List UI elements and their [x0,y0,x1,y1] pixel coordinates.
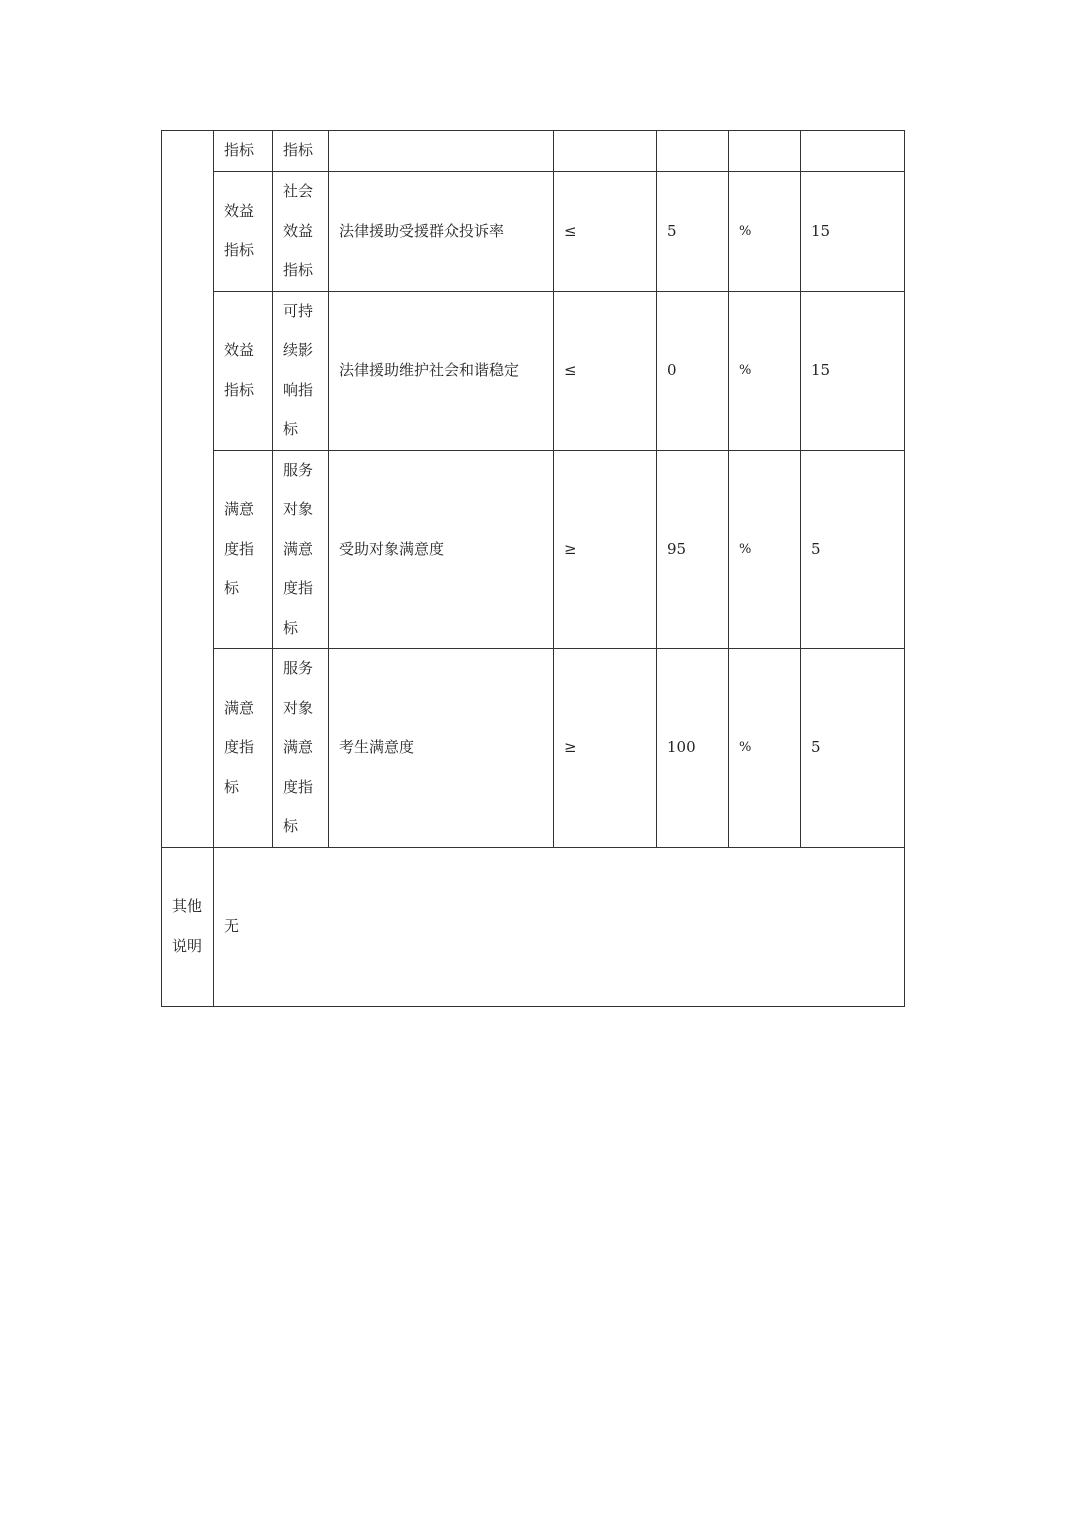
weight-cell: 5 [801,649,905,848]
weight-cell [801,131,905,172]
weight-cell: 5 [801,450,905,649]
operator-cell: ≤ [554,172,657,292]
table-row [162,649,905,848]
other-notes-row [162,847,905,1006]
table-row [162,291,905,450]
level2-indicator-cell: 服务对象满意度指标 [273,450,329,649]
level1-indicator-cell: 指标 [214,131,273,172]
unit-cell: % [729,291,801,450]
indicator-name-cell [329,131,554,172]
level2-indicator-cell: 可持续影响指标 [273,291,329,450]
target-value-cell [657,131,729,172]
table-row-continuation [162,131,905,172]
table-row [162,172,905,292]
level2-indicator-cell: 指标 [273,131,329,172]
level1-indicator-cell: 满意度指标 [214,649,273,848]
section-cell-empty [162,131,214,848]
target-value-cell: 0 [657,291,729,450]
other-notes-label: 其他说明 [162,847,214,1006]
indicator-name-cell: 法律援助受援群众投诉率 [329,172,554,292]
table-row [162,450,905,649]
target-value-cell: 95 [657,450,729,649]
target-value-cell: 100 [657,649,729,848]
operator-cell: ≤ [554,291,657,450]
level2-indicator-cell: 服务对象满意度指标 [273,649,329,848]
weight-cell: 15 [801,291,905,450]
target-value-cell: 5 [657,172,729,292]
unit-cell: % [729,450,801,649]
unit-cell [729,131,801,172]
other-notes-value: 无 [214,847,905,1006]
level1-indicator-cell: 效益指标 [214,172,273,292]
weight-cell: 15 [801,172,905,292]
unit-cell: % [729,172,801,292]
indicator-name-cell: 法律援助维护社会和谐稳定 [329,291,554,450]
level1-indicator-cell: 效益指标 [214,291,273,450]
indicator-name-cell: 考生满意度 [329,649,554,848]
operator-cell [554,131,657,172]
indicator-name-cell: 受助对象满意度 [329,450,554,649]
level2-indicator-cell: 社会效益指标 [273,172,329,292]
unit-cell: % [729,649,801,848]
operator-cell: ≥ [554,450,657,649]
operator-cell: ≥ [554,649,657,848]
performance-indicator-table [161,130,905,1007]
level1-indicator-cell: 满意度指标 [214,450,273,649]
